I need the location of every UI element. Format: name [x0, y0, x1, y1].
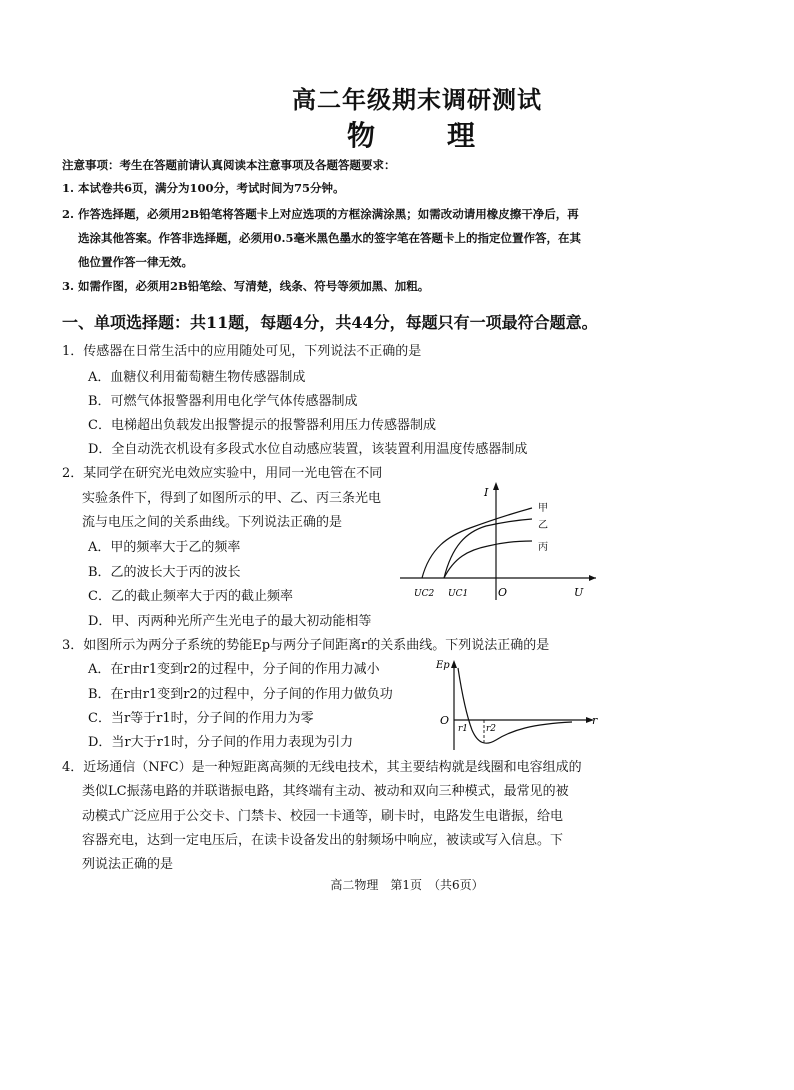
q4-line-5: 列说法正确的是 — [82, 857, 174, 872]
label-uc2: UC2 — [414, 589, 435, 599]
q2-stem-2: 实验条件下，得到了如图所示的甲、乙、丙三条光电 — [82, 491, 382, 506]
q2-option-c: C．乙的截止频率大于丙的截止频率 — [88, 589, 293, 604]
q3-option-c: C．当r等于r1时，分子间的作用力为零 — [88, 711, 314, 726]
label-jia: 甲 — [538, 503, 548, 514]
q2-stem-3: 流与电压之间的关系曲线。下列说法正确的是 — [82, 515, 343, 530]
q2-option-d: D．甲、丙两种光所产生光电子的最大初动能相等 — [88, 614, 372, 629]
axis-label-r: r — [592, 714, 598, 727]
q4-line-3: 动模式广泛应用于公交卡、门禁卡、校园一卡通等，刷卡时，电路发生电谐振，给电 — [82, 809, 564, 824]
origin-label: O — [498, 586, 508, 599]
i-axis-arrow — [493, 482, 499, 490]
photoelectric-iv-figure — [400, 478, 600, 603]
label-r1: r1 — [458, 724, 469, 734]
label-bing: 丙 — [538, 542, 548, 553]
note-3: 3. 如需作图，必须用2B铅笔绘、写清楚，线条、符号等须加黑、加粗。 — [62, 279, 430, 293]
q4-line-2: 类似LC振荡电路的并联谐振电路，其终端有主动、被动和双向三种模式，最常见的被 — [82, 784, 569, 799]
note-1: 1. 本试卷共6页，满分为100分，考试时间为75分钟。 — [62, 181, 345, 195]
q2-option-a: A．甲的频率大于乙的频率 — [88, 540, 241, 555]
notes-heading: 注意事项：考生在答题前请认真阅读本注意事项及各题答题要求： — [62, 158, 396, 172]
label-uc1: UC1 — [448, 589, 469, 599]
q3-option-b: B．在r由r1变到r2的过程中，分子间的作用力做负功 — [88, 687, 393, 702]
label-yi: 乙 — [538, 520, 548, 531]
section-heading: 一、单项选择题：共11题，每题4分，共44分，每题只有一项最符合题意。 — [62, 313, 598, 332]
q1-option-a: A．血糖仪利用葡萄糖生物传感器制成 — [88, 370, 306, 385]
note-2-line-3: 他位置作答一律无效。 — [78, 255, 193, 269]
exam-title: 高二年级期末调研测试 — [292, 85, 542, 114]
q2-option-b: B．乙的波长大于丙的波长 — [88, 565, 241, 580]
ep-axis-arrow — [451, 660, 457, 668]
potential-energy-figure — [432, 654, 602, 754]
q3-option-d: D．当r大于r1时，分子间的作用力表现为引力 — [88, 735, 354, 750]
note-2-line-1: 2. 作答选择题，必须用2B铅笔将答题卡上对应选项的方框涂满涂黑；如需改动请用橡皮擦干净后，再 — [62, 207, 579, 221]
q2-stem-1: 2．某同学在研究光电效应实验中，用同一光电管在不同 — [62, 466, 383, 481]
q1-option-c: C．电梯超出负载发出报警提示的报警器利用压力传感器制成 — [88, 418, 436, 433]
q1-option-b: B．可燃气体报警器利用电化学气体传感器制成 — [88, 394, 358, 409]
label-r2: r2 — [486, 724, 497, 734]
axis-label-i: I — [484, 486, 489, 499]
q3-stem: 3．如图所示为两分子系统的势能Ep与两分子间距离r的关系曲线。下列说法正确的是 — [62, 638, 550, 653]
note-2-line-2: 选涂其他答案。作答非选择题，必须用0.5毫米黑色墨水的签字笔在答题卡上的指定位置作答，在其 — [78, 231, 582, 245]
u-axis-arrow — [589, 575, 596, 581]
subject-title: 物 理 — [346, 119, 497, 152]
axis-label-u: U — [574, 586, 584, 599]
origin-label-q3: O — [440, 714, 450, 727]
q1-stem: 1．传感器在日常生活中的应用随处可见，下列说法不正确的是 — [62, 344, 422, 359]
ep-curve — [458, 668, 572, 743]
q1-option-d: D．全自动洗衣机设有多段式水位自动感应装置，该装置利用温度传感器制成 — [88, 442, 528, 457]
q3-option-a: A．在r由r1变到r2的过程中，分子间的作用力减小 — [88, 662, 380, 677]
page-footer: 高二物理 第1页 （共6页） — [330, 878, 484, 892]
curve-jia — [422, 508, 532, 578]
curve-yi — [444, 519, 532, 578]
q4-line-1: 4．近场通信（NFC）是一种短距离高频的无线电技术，其主要结构就是线圈和电容组成的 — [62, 760, 582, 775]
axis-label-ep: Ep — [436, 660, 450, 671]
q4-line-4: 容器充电，达到一定电压后，在读卡设备发出的射频场中响应，被读或写入信息。下 — [82, 833, 564, 848]
